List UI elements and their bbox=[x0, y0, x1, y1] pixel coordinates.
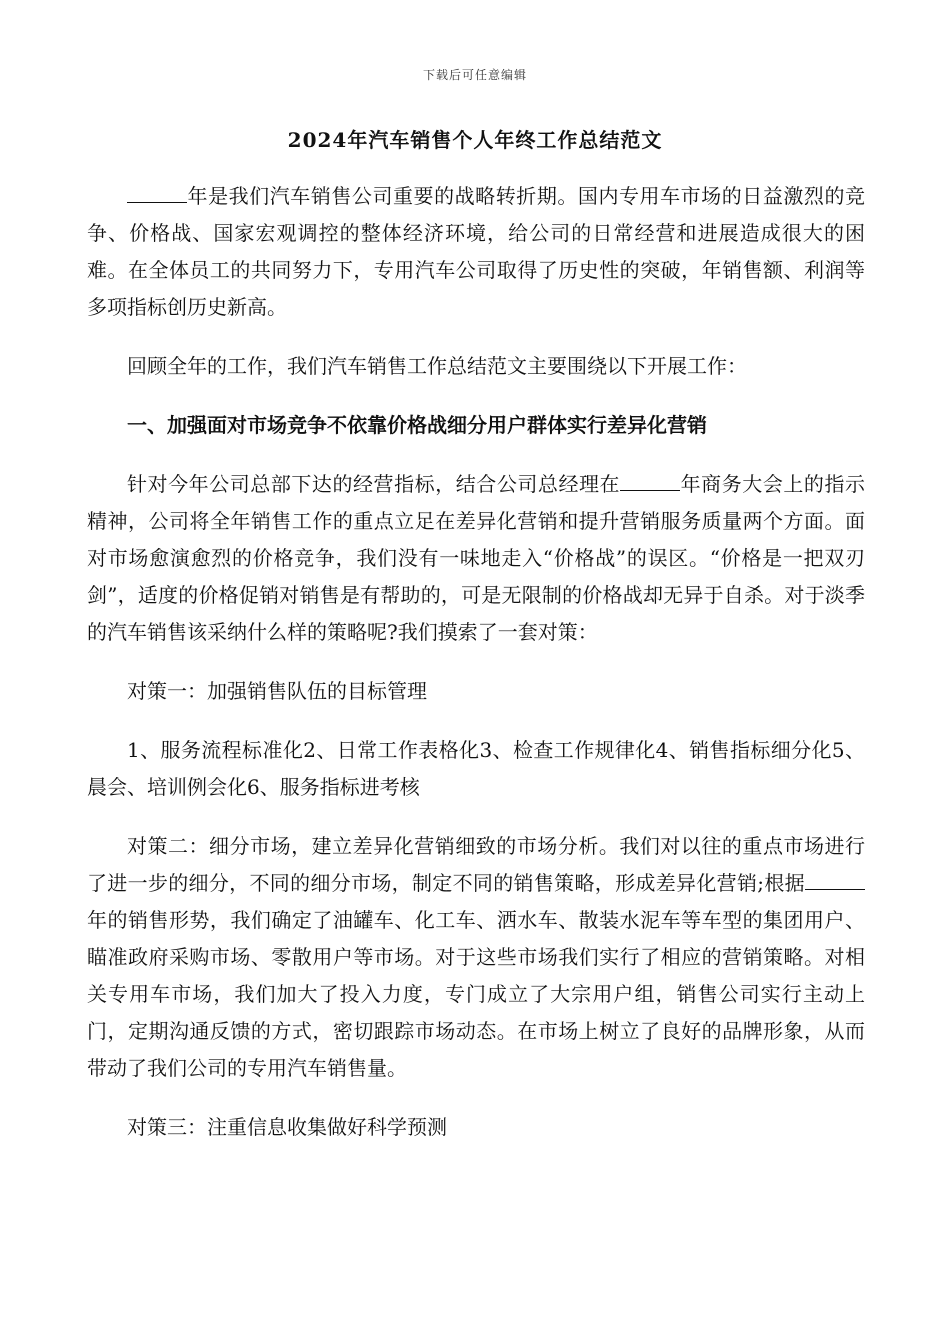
document-title: 2024年汽车销售个人年终工作总结范文 bbox=[287, 128, 663, 152]
strategy-two-paragraph bbox=[87, 828, 865, 1087]
strategy-one-title: 对策一：加强销售队伍的目标管理 bbox=[127, 679, 427, 703]
strategy-two-text-b: 年的销售形势，我们确定了油罐车、化工车、洒水车、散装水泥车等车型的集团用户、瞄准政府采购市场、零散用户等市场。对于这些市场我们实行了相应的营销策略。对相关专用车市场，我们加大了投入力度，专门成立了大宗用户组，销售公司实行主动上门，定期沟通反馈的方式，密切跟踪市场动态。在市场上树立了良好的品牌形象，从而带动了我们公司的专用汽车销售量。 bbox=[87, 908, 865, 1080]
paragraph-strategy-context-text-b: 年商务大会上的指示精神，公司将全年销售工作的重点立足在差异化营销和提升营销服务质量两个方面。面对市场愈演愈烈的价格竞争，我们没有一味地走入“价格战”的误区。“价格是一把双刃剑”，适度的价格促销对销售是有帮助的，可是无限制的价格战却无异于自杀。对于淡季的汽车销售该采纳什么样的策略呢?我们摸索了一套对策： bbox=[87, 472, 866, 644]
fill-in-blank bbox=[805, 868, 865, 890]
paragraph-strategy-context-text-a: 针对今年公司总部下达的经营指标，结合公司总经理在 bbox=[127, 472, 621, 496]
fill-in-blank bbox=[620, 469, 680, 491]
paragraph-intro bbox=[87, 178, 865, 326]
strategy-one-list: 1、服务流程标准化2、日常工作表格化3、检查工作规律化4、销售指标细分化5、晨会、培训例会化6、服务指标进考核 bbox=[87, 738, 865, 799]
header-note: 下载后可任意编辑 bbox=[422, 68, 527, 82]
paragraph-intro-text: 年是我们汽车销售公司重要的战略转折期。国内专用车市场的日益激烈的竞争、价格战、国家宏观调控的整体经济环境，给公司的日常经营和进展造成很大的困难。在全体员工的共同努力下，专用汽车公司取得了历史性的突破，年销售额、利润等多项指标创历史新高。 bbox=[87, 184, 865, 319]
paragraph-review: 回顾全年的工作，我们汽车销售工作总结范文主要围绕以下开展工作： bbox=[127, 354, 747, 378]
fill-in-blank bbox=[127, 181, 187, 203]
paragraph-strategy-context bbox=[87, 466, 865, 651]
strategy-three-title: 对策三：注重信息收集做好科学预测 bbox=[127, 1115, 447, 1139]
document-body bbox=[87, 178, 865, 1168]
section-heading-1: 一、加强面对市场竞争不依靠价格战细分用户群体实行差异化营销 bbox=[127, 413, 707, 437]
strategy-two-text-a: 对策二：细分市场，建立差异化营销细致的市场分析。我们对以往的重点市场进行了进一步的细分，不同的细分市场，制定不同的销售策略，形成差异化营销;根据 bbox=[87, 834, 865, 895]
